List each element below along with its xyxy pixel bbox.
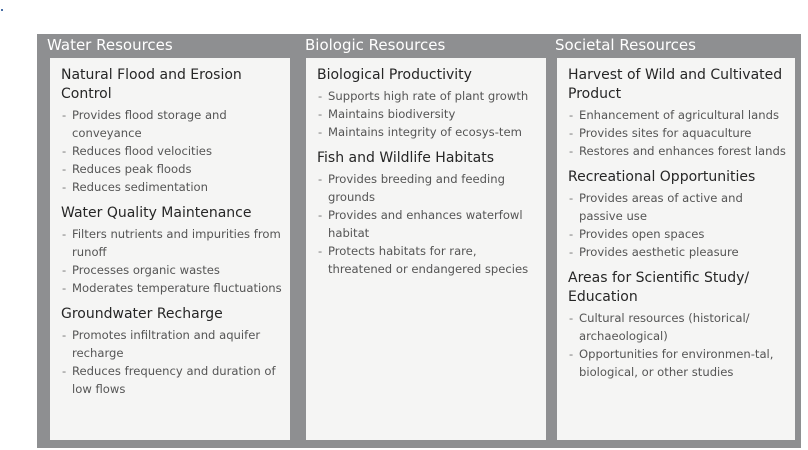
bullet-list (61, 225, 284, 297)
bullet-item: - Filters nutrients and impurities from runoff (61, 225, 284, 261)
bullet-list (568, 106, 789, 160)
bullet-item: - Provides open spaces (568, 225, 789, 243)
bullet-item: - Reduces flood velocities (61, 142, 284, 160)
bullet-item: - Reduces sedimentation (61, 178, 284, 196)
section-title: Areas for Scientific Study/ Education (568, 270, 750, 305)
bullet-item: - Promotes infiltration and aquifer recharge (61, 326, 284, 362)
section-groundwater (61, 305, 284, 398)
section-biological-productivity (317, 66, 540, 141)
bullet-item: - Cultural resources (historical/ archaeological) (568, 309, 789, 345)
bullet-list (61, 106, 284, 196)
bullet-list (61, 326, 284, 398)
bullet-item: - Provides flood storage and conveyance (61, 106, 284, 142)
section-scientific-study (568, 269, 789, 381)
section-harvest (568, 66, 789, 160)
bullet-item: - Protects habitats for rare, threatened or endangered species (317, 242, 540, 278)
bullet-list (317, 170, 540, 278)
section-title: Groundwater Recharge (61, 306, 223, 322)
corner-dot (1, 9, 3, 11)
section-water-quality (61, 204, 284, 297)
bullet-item: - Provides areas of active and passive use (568, 189, 789, 225)
bullet-item: - Reduces frequency and duration of low flows (61, 362, 284, 398)
resources-panel (37, 34, 801, 448)
bullet-list (317, 87, 540, 141)
section-title: Biological Productivity (317, 67, 472, 83)
bullet-list (568, 189, 789, 261)
column-societal-resources (557, 58, 795, 440)
section-fish-wildlife (317, 149, 540, 278)
bullet-list (568, 309, 789, 381)
bullet-item: - Maintains biodiversity (317, 105, 540, 123)
bullet-item: - Restores and enhances forest lands (568, 142, 789, 160)
bullet-item: - Reduces peak floods (61, 160, 284, 178)
bullet-item: - Enhancement of agricultural lands (568, 106, 789, 124)
bullet-item: - Processes organic wastes (61, 261, 284, 279)
section-title: Harvest of Wild and Cultivated Product (568, 67, 783, 102)
bullet-item: - Supports high rate of plant growth (317, 87, 540, 105)
column-title-water: Water Resources (47, 36, 173, 54)
section-title: Natural Flood and Erosion Control (61, 67, 242, 102)
bullet-item: - Provides aesthetic pleasure (568, 243, 789, 261)
section-title: Water Quality Maintenance (61, 205, 252, 221)
column-water-resources (50, 58, 290, 440)
column-title-biologic: Biologic Resources (305, 36, 446, 54)
bullet-item: - Moderates temperature fluctuations (61, 279, 284, 297)
bullet-item: - Provides and enhances waterfowl habitat (317, 206, 540, 242)
bullet-item: - Maintains integrity of ecosys-tem (317, 123, 540, 141)
bullet-item: - Provides breeding and feeding grounds (317, 170, 540, 206)
bullet-item: - Provides sites for aquaculture (568, 124, 789, 142)
section-flood-control (61, 66, 284, 196)
column-biologic-resources (306, 58, 546, 440)
section-title: Fish and Wildlife Habitats (317, 150, 495, 166)
section-recreation (568, 168, 789, 261)
column-title-societal: Societal Resources (555, 36, 696, 54)
section-title: Recreational Opportunities (568, 169, 756, 185)
bullet-item: - Opportunities for environmen-tal, biological, or other studies (568, 345, 789, 381)
